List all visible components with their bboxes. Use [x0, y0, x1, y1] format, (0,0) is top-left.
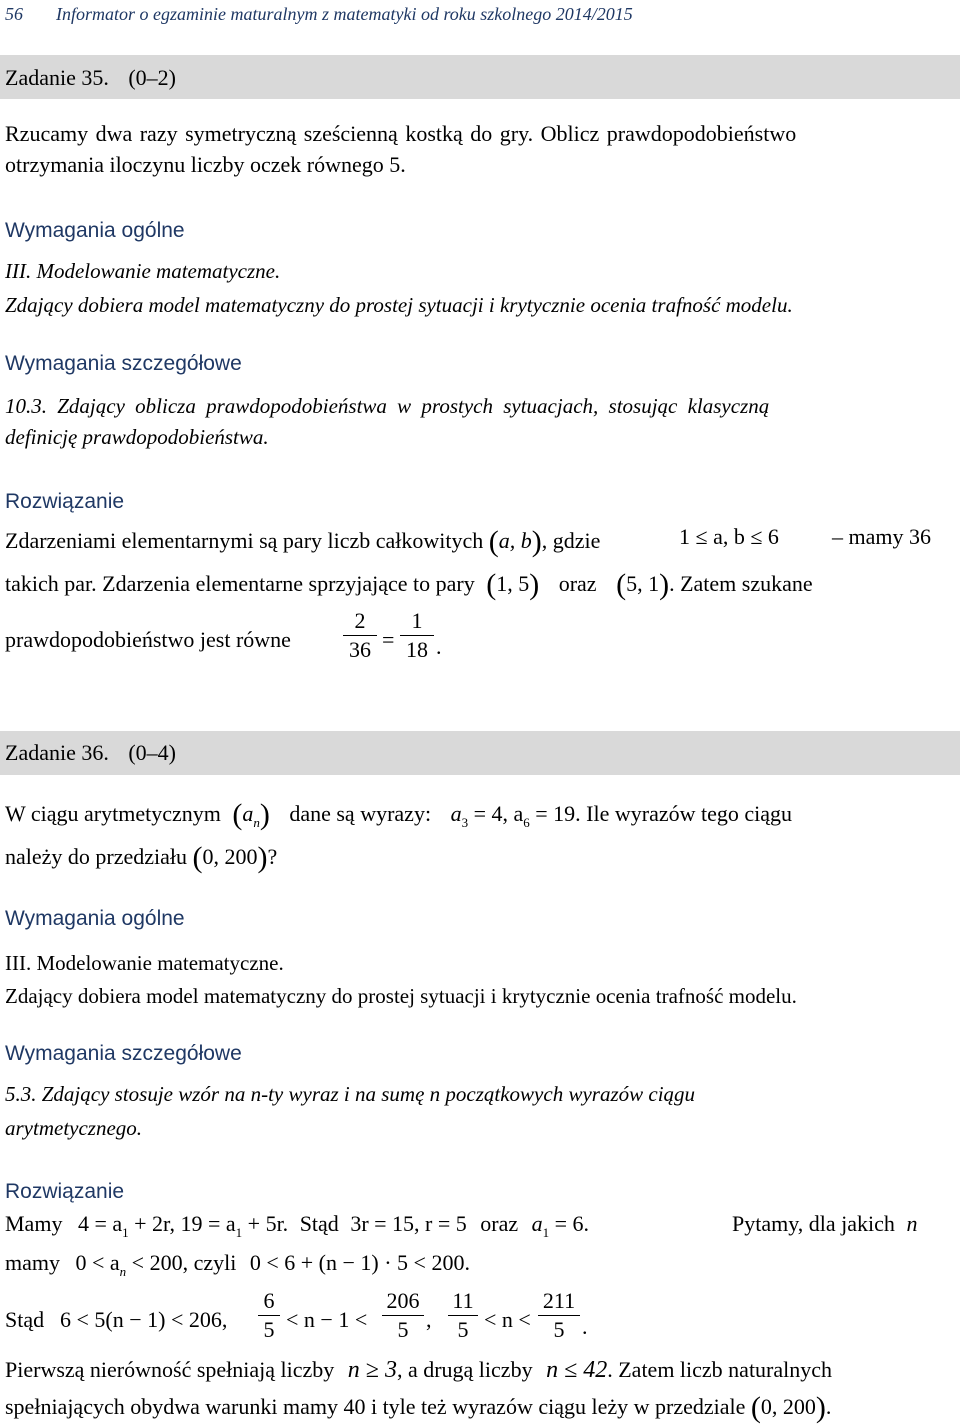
s1-oraz: oraz [480, 1211, 519, 1236]
page-header-title: Informator o egzaminie maturalnym z matematyki od roku szkolnego 2014/2015 [56, 4, 633, 24]
subscript-1: 1 [542, 1225, 550, 1240]
task-35-solution-line-3: prawdopodobieństwo jest równe [5, 627, 291, 652]
frac-numerator: 6 [263, 1288, 275, 1313]
task-35-solution-line-2: takich par. Zdarzenia elementarne sprzyjające to pary (1, 5) oraz (5, 1). Zatem szukane [5, 568, 813, 601]
eq-a1-r: 4 = a [77, 1211, 123, 1236]
s4-text-3: . Zatem liczb naturalnych [607, 1357, 833, 1382]
task-36-detail-line-1: 5.3. Zdający stosuje wzór na n-ty wyraz i na sumę n początkowych wyrazów ciągu [5, 1082, 696, 1106]
subscript-1: 1 [122, 1225, 129, 1240]
task-36-solution-line-1 [5, 1211, 590, 1240]
s1-mamy: Mamy [5, 1211, 63, 1236]
period: . [582, 1314, 588, 1339]
sequence-a: a [242, 801, 254, 826]
q1-dane: dane są wyrazy: [289, 801, 432, 826]
equals-sign: = [382, 627, 395, 652]
frac-numerator: 1 [411, 608, 423, 633]
sol2-end: . Zatem szukane [669, 571, 813, 596]
task-35-detail-line-1: 10.3. Zdający oblicza prawdopodobieństwa w prostych sytuacjach, stosując klasyczną [5, 394, 770, 418]
task-35-solution-heading: Rozwiązanie [5, 490, 125, 513]
subscript-6: 6 [523, 815, 530, 830]
task-36-solution-line-4 [5, 1357, 832, 1384]
subscript-n: n [253, 815, 260, 830]
pair-1-5: 1, 5 [496, 571, 530, 596]
task-36-detail-heading: Wymagania szczegółowe [5, 1042, 242, 1065]
task-36-general-heading: Wymagania ogólne [5, 907, 185, 930]
a1-value: = 6. [549, 1211, 590, 1236]
frac-denominator: 18 [406, 637, 428, 662]
frac-denominator: 5 [457, 1317, 469, 1342]
frac-denominator: 5 [397, 1317, 409, 1342]
q2-mark: ? [267, 844, 278, 869]
s2-mamy: mamy [5, 1250, 60, 1275]
ineq-an-upper: < 200 [126, 1250, 183, 1275]
s4-text-2: , a drugą liczby [396, 1357, 533, 1382]
task-35-detail-heading: Wymagania szczegółowe [5, 352, 242, 375]
range-inequality: 1 ≤ a, b ≤ 6 [679, 524, 779, 549]
s1-pytamy: Pytamy, dla jakich [732, 1211, 895, 1236]
ineq-mid: < n − 1 < [286, 1307, 368, 1332]
ineq-expanded: 0 < 6 + (n − 1) · 5 < 200. [249, 1250, 470, 1275]
task-36-question-line-1: W ciągu arytmetycznym $(a_n)$ dane są wyrazy: $a_3 = 4$, $a_6 = 19$. Ile wyrazów tego ciągu [5, 798, 793, 831]
subscript-3: 3 [461, 815, 469, 830]
task-35-solution-line-1: Zdarzeniami elementarnymi są pary liczb całkowitych (a, b), gdzie [5, 525, 601, 558]
task-35-label: Zadanie 35. [5, 65, 109, 90]
comma: , [426, 1307, 432, 1332]
s5-text: spełniających obydwa warunki mamy 40 i tyle też wyrazów ciągu leży w przedziale [5, 1394, 746, 1419]
eq-part-3: + 5r. [242, 1211, 289, 1236]
ineq-an: 0 < a [75, 1250, 120, 1275]
frac-numerator: 2 [354, 608, 366, 633]
fraction-6-5 [258, 1288, 280, 1343]
eq-r: 3r = 15, r = 5 [350, 1211, 467, 1236]
task-36-question-line-2: należy do przedziału (0, 200)? [5, 841, 278, 874]
sol-text: Zdarzeniami elementarnymi są pary liczb całkowitych [5, 528, 484, 553]
frac-numerator: 11 [452, 1288, 474, 1313]
a3-value: = 4, a [468, 801, 524, 826]
ineq-n-ge-3: n ≥ 3 [347, 1357, 397, 1383]
interval-final: 0, 200 [760, 1394, 816, 1419]
task-36-points: (0–4) [128, 740, 177, 765]
frac-numerator: 206 [386, 1288, 420, 1313]
task-35-general-line-1: III. Modelowanie matematyczne. [5, 259, 281, 283]
task-36-solution-heading: Rozwiązanie [5, 1180, 125, 1203]
frac-denominator: 5 [263, 1317, 275, 1342]
task-36-label: Zadanie 36. [5, 740, 109, 765]
s1-question [732, 1211, 917, 1237]
frac-denominator: 5 [553, 1317, 565, 1342]
s2-czyli: , czyli [182, 1250, 237, 1275]
task-35-general-heading: Wymagania ogólne [5, 219, 185, 242]
ineq-n-le-42: n ≤ 42 [546, 1357, 608, 1383]
task-35-body-line-1: Rzucamy dwa razy symetryczną sześcienną kostką do gry. Oblicz prawdopodobieństwo [5, 121, 797, 146]
a3: a [450, 801, 462, 826]
task-35-body-line-2: otrzymania iloczynu liczby oczek równego 5. [5, 152, 406, 177]
s5-end: . [825, 1394, 832, 1419]
task-36-general-line-1: III. Modelowanie matematyczne. [5, 951, 284, 975]
period: . [436, 634, 442, 659]
task-35-title [5, 65, 176, 91]
fraction-11-5 [448, 1288, 478, 1343]
q1-text: W ciągu arytmetycznym [5, 801, 221, 826]
eq-part-2: + 2r, 19 = a [128, 1211, 236, 1236]
sol2-text: takich par. Zdarzenia elementarne sprzyjające to pary [5, 571, 475, 596]
s1-stad: Stąd [299, 1211, 339, 1236]
subscript-n: n [119, 1264, 127, 1279]
task-36-title [5, 740, 176, 766]
sol2-oraz: oraz [558, 571, 597, 596]
s3-stad: Stąd [5, 1307, 45, 1332]
q1-end: . Ile wyrazów tego ciągu [575, 801, 793, 826]
task-36-general-line-2: Zdający dobiera model matematyczny do prostej sytuacji i krytycznie ocenia trafność modelu. [5, 984, 797, 1008]
task-36-solution-line-2 [5, 1250, 470, 1279]
task-36-solution-line-5: spełniających obydwa warunki mamy 40 i tyle też wyrazów ciągu leży w przedziale (0, 200). [5, 1391, 832, 1424]
task-35-points: (0–2) [128, 65, 177, 90]
page-number: 56 [5, 4, 23, 24]
fraction-211-5 [538, 1288, 580, 1343]
frac-denominator: 36 [349, 637, 371, 662]
sol-count: – mamy 36 [832, 524, 931, 549]
task-35-general-line-2: Zdający dobiera model matematyczny do prostej sytuacji i krytycznie ocenia trafność modelu. [5, 293, 793, 317]
sol-text-gdzie: , gdzie [541, 528, 601, 553]
pair-5-1: 5, 1 [626, 571, 660, 596]
fraction-1-18 [400, 608, 434, 663]
a1: a [531, 1211, 543, 1236]
var-n: n [906, 1211, 918, 1236]
s4-text: Pierwszą nierówność spełniają liczby [5, 1357, 335, 1382]
frac-numerator: 211 [542, 1288, 576, 1313]
interval: 0, 200 [202, 844, 258, 869]
fraction-206-5 [382, 1288, 424, 1343]
q2-text: należy do przedziału [5, 844, 188, 869]
task-36-detail-line-2: arytmetycznego. [5, 1116, 143, 1140]
ineq-5n: 6 < 5(n − 1) < 206, [60, 1307, 228, 1332]
pair-ab: a, b [498, 528, 532, 553]
fraction-2-36 [343, 608, 377, 663]
task-35-detail-line-2: definicję prawdopodobieństwa. [5, 425, 269, 449]
a6-value: = 19 [529, 801, 576, 826]
ineq-mid-2: < n < [484, 1307, 531, 1332]
subscript-1: 1 [235, 1225, 243, 1240]
